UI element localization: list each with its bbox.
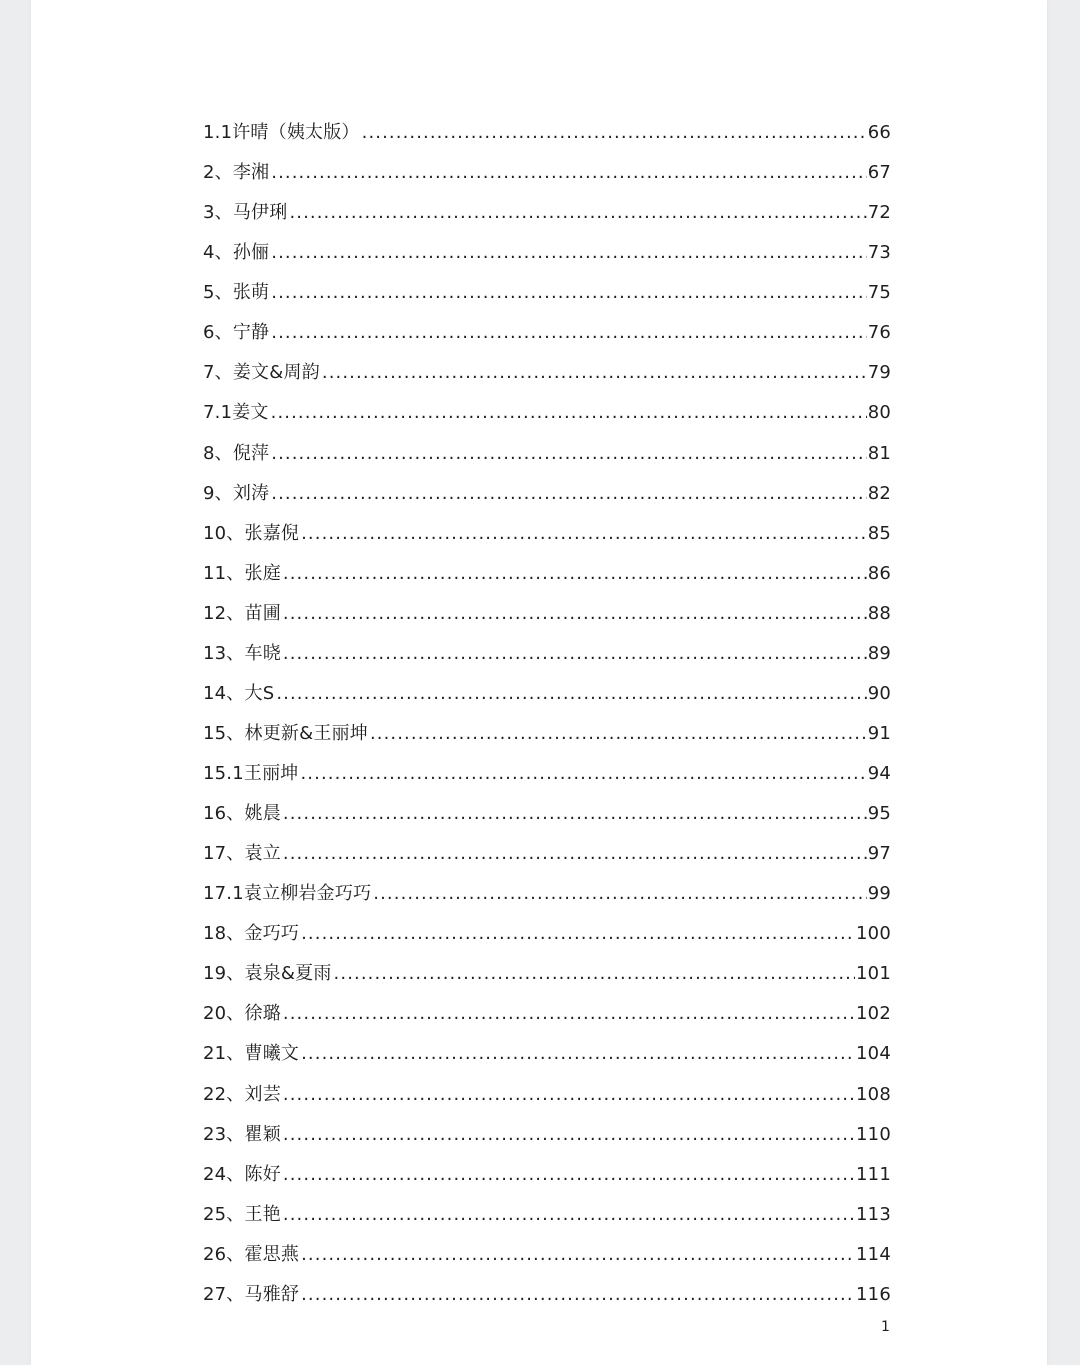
toc-entry[interactable] xyxy=(203,238,891,278)
toc-dot-leader xyxy=(322,362,867,383)
toc-entry-title: 12、苗圃 xyxy=(203,602,281,624)
toc-entry-title: 14、大S xyxy=(203,682,275,704)
toc-dot-leader xyxy=(301,1043,855,1064)
toc-entry[interactable] xyxy=(203,519,891,559)
toc-entry-title: 17.1袁立柳岩金巧巧 xyxy=(203,883,372,905)
toc-entry-page-number: 108 xyxy=(856,1083,891,1105)
toc-entry-title: 16、姚晨 xyxy=(203,803,281,825)
toc-entry-title: 7、姜文&周韵 xyxy=(203,362,320,384)
toc-entry-title: 3、马伊琍 xyxy=(203,202,288,224)
toc-entry[interactable] xyxy=(203,839,891,879)
toc-entry[interactable] xyxy=(203,559,891,599)
toc-dot-leader xyxy=(283,803,867,824)
toc-dot-leader xyxy=(283,1124,855,1145)
toc-dot-leader xyxy=(301,523,867,544)
toc-entry-title: 9、刘涛 xyxy=(203,482,270,504)
toc-dot-leader xyxy=(283,1164,855,1185)
toc-entry[interactable] xyxy=(203,959,891,999)
toc-entry-page-number: 90 xyxy=(867,682,891,704)
toc-dot-leader xyxy=(289,202,866,223)
toc-entry-title: 15、林更新&王丽坤 xyxy=(203,722,368,744)
page-number: 1 xyxy=(881,1319,890,1335)
toc-dot-leader xyxy=(370,723,867,744)
toc-entry[interactable] xyxy=(203,1160,891,1200)
toc-entry[interactable] xyxy=(203,1280,891,1320)
toc-entry-title: 8、倪萍 xyxy=(203,442,270,464)
toc-entry-page-number: 81 xyxy=(867,442,891,464)
toc-dot-leader xyxy=(373,883,866,904)
toc-entry[interactable] xyxy=(203,1039,891,1079)
toc-entry-page-number: 100 xyxy=(856,923,891,945)
toc-entry[interactable] xyxy=(203,1240,891,1280)
toc-dot-leader xyxy=(283,1084,855,1105)
toc-dot-leader xyxy=(283,1204,855,1225)
toc-entry-title: 13、车晓 xyxy=(203,642,281,664)
toc-entry-page-number: 79 xyxy=(867,362,891,384)
toc-entry[interactable] xyxy=(203,278,891,318)
toc-entry-page-number: 110 xyxy=(856,1123,891,1145)
toc-entry-title: 18、金巧巧 xyxy=(203,923,300,945)
toc-dot-leader xyxy=(301,1284,855,1305)
toc-entry-page-number: 66 xyxy=(867,122,891,143)
toc-entry-title: 1.1许晴（姨太版） xyxy=(203,122,360,143)
toc-entry-title: 11、张庭 xyxy=(203,562,281,584)
toc-entry[interactable] xyxy=(203,158,891,198)
toc-dot-leader xyxy=(283,843,867,864)
toc-dot-leader xyxy=(283,1003,855,1024)
toc-entry-page-number: 76 xyxy=(867,322,891,344)
toc-dot-leader xyxy=(300,763,866,784)
toc-entry-title: 5、张萌 xyxy=(203,282,270,304)
toc-dot-leader xyxy=(271,402,867,423)
toc-entry-title: 21、曹曦文 xyxy=(203,1043,300,1065)
toc-entry[interactable] xyxy=(203,639,891,679)
toc-entry-page-number: 99 xyxy=(867,883,891,905)
toc-entry-title: 19、袁泉&夏雨 xyxy=(203,963,332,985)
toc-entry-title: 20、徐璐 xyxy=(203,1003,281,1025)
toc-entry-page-number: 111 xyxy=(856,1163,891,1185)
toc-entry[interactable] xyxy=(203,118,891,158)
toc-entry[interactable] xyxy=(203,198,891,238)
toc-entry-title: 15.1王丽坤 xyxy=(203,763,299,784)
toc-dot-leader xyxy=(283,563,867,584)
toc-entry-page-number: 94 xyxy=(867,763,891,784)
toc-entry[interactable] xyxy=(203,799,891,839)
toc-entry[interactable] xyxy=(203,679,891,719)
toc-entry-title: 22、刘芸 xyxy=(203,1083,281,1105)
toc-entry-title: 23、瞿颖 xyxy=(203,1123,281,1145)
toc-entry-title: 6、宁静 xyxy=(203,322,270,344)
toc-entry-page-number: 86 xyxy=(867,562,891,584)
toc-entry-title: 27、马雅舒 xyxy=(203,1283,300,1305)
toc-entry[interactable] xyxy=(203,599,891,639)
toc-dot-leader xyxy=(271,162,866,183)
toc-entry-page-number: 67 xyxy=(867,162,891,184)
toc-entry[interactable] xyxy=(203,398,891,438)
toc-entry-page-number: 75 xyxy=(867,282,891,304)
toc-entry-title: 17、袁立 xyxy=(203,843,281,865)
toc-dot-leader xyxy=(276,683,866,704)
toc-entry[interactable] xyxy=(203,719,891,759)
toc-entry-page-number: 102 xyxy=(856,1003,891,1025)
toc-entry[interactable] xyxy=(203,1080,891,1120)
toc-entry-page-number: 82 xyxy=(867,482,891,504)
document-page xyxy=(31,0,1047,1365)
toc-dot-leader xyxy=(271,322,866,343)
toc-dot-leader xyxy=(301,923,855,944)
toc-entry[interactable] xyxy=(203,479,891,519)
toc-dot-leader xyxy=(301,1244,855,1265)
toc-entry-page-number: 114 xyxy=(856,1243,891,1265)
toc-entry[interactable] xyxy=(203,1120,891,1160)
toc-entry-page-number: 72 xyxy=(867,202,891,224)
toc-dot-leader xyxy=(271,242,866,263)
toc-entry-title: 7.1姜文 xyxy=(203,402,269,424)
toc-dot-leader xyxy=(271,483,866,504)
toc-entry-title: 24、陈好 xyxy=(203,1163,281,1185)
toc-entry-page-number: 85 xyxy=(867,522,891,544)
toc-dot-leader xyxy=(362,122,867,143)
toc-entry[interactable] xyxy=(203,879,891,919)
toc-entry[interactable] xyxy=(203,919,891,959)
table-of-contents xyxy=(203,118,891,1320)
toc-entry-page-number: 91 xyxy=(867,722,891,744)
toc-dot-leader xyxy=(271,282,866,303)
toc-entry-title: 10、张嘉倪 xyxy=(203,522,300,544)
toc-entry-page-number: 113 xyxy=(856,1203,891,1225)
toc-dot-leader xyxy=(283,643,867,664)
toc-entry[interactable] xyxy=(203,759,891,799)
toc-entry[interactable] xyxy=(203,318,891,358)
toc-entry-page-number: 89 xyxy=(867,642,891,664)
toc-entry-page-number: 95 xyxy=(867,803,891,825)
toc-entry-title: 2、李湘 xyxy=(203,162,270,184)
toc-entry-page-number: 88 xyxy=(867,602,891,624)
toc-dot-leader xyxy=(271,443,866,464)
toc-entry-title: 25、王艳 xyxy=(203,1203,281,1225)
toc-entry[interactable] xyxy=(203,358,891,398)
toc-entry-page-number: 104 xyxy=(856,1043,891,1065)
toc-dot-leader xyxy=(334,963,855,984)
toc-entry-title: 26、霍思燕 xyxy=(203,1243,300,1265)
toc-entry[interactable] xyxy=(203,439,891,479)
toc-entry-title: 4、孙俪 xyxy=(203,242,270,264)
toc-entry-page-number: 80 xyxy=(867,402,891,424)
toc-entry-page-number: 73 xyxy=(867,242,891,264)
toc-entry-page-number: 101 xyxy=(856,963,891,985)
toc-entry[interactable] xyxy=(203,999,891,1039)
toc-dot-leader xyxy=(283,603,867,624)
toc-entry-page-number: 97 xyxy=(867,843,891,865)
toc-entry-page-number: 116 xyxy=(856,1283,891,1305)
toc-entry[interactable] xyxy=(203,1200,891,1240)
